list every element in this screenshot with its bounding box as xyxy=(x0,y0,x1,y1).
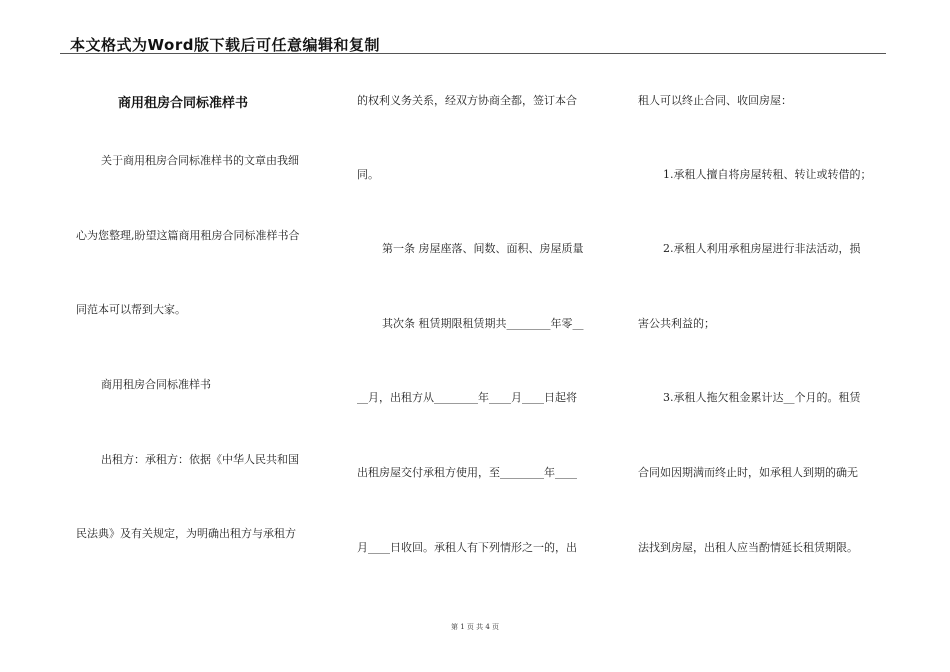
column-3-line: 租人可以终止合同、收回房屋： xyxy=(638,94,792,107)
column-3-line: 2.承租人利用承租房屋进行非法活动，损 xyxy=(663,242,861,255)
document-title: 商用租房合同标准样书 xyxy=(118,96,249,111)
document-header: 本文格式为Word版下载后可任意编辑和复制 xyxy=(70,36,380,54)
column-2-line: 同。 xyxy=(357,168,379,181)
column-3-line: 合同如因期满而终止时，如承租人到期的确无 xyxy=(638,466,858,479)
column-2-line: 其次条 租赁期限租赁期共________年零__ xyxy=(382,317,584,330)
column-2-line: __月，出租方从________年____月____日起将 xyxy=(357,391,577,404)
column-3-line: 3.承租人拖欠租金累计达__个月的。租赁 xyxy=(663,391,861,404)
column-3-line: 法找到房屋，出租人应当酌情延长租赁期限。 xyxy=(638,541,858,554)
column-1-line: 心为您整理,盼望这篇商用租房合同标准样书合 xyxy=(76,229,300,242)
column-3-line: 害公共利益的； xyxy=(638,317,715,330)
column-1-line: 民法典》及有关规定，为明确出租方与承租方 xyxy=(76,527,296,540)
column-1-line: 关于商用租房合同标准样书的文章由我细 xyxy=(101,154,299,167)
column-1-line: 商用租房合同标准样书 xyxy=(101,378,211,391)
column-2-line: 出租房屋交付承租方使用，至________年____ xyxy=(357,466,577,479)
column-3-line: 1.承租人擅自将房屋转租、转让或转借的； xyxy=(663,168,872,181)
column-1-line: 同范本可以帮到大家。 xyxy=(76,303,186,316)
column-2-line: 月____日收回。承租人有下列情形之一的，出 xyxy=(357,541,577,554)
page-number: 第 1 页 共 4 页 xyxy=(450,623,500,631)
column-2-line: 第一条 房屋座落、间数、面积、房屋质量 xyxy=(382,242,584,255)
header-divider xyxy=(60,53,886,54)
column-2-line: 的权利义务关系，经双方协商全都，签订本合 xyxy=(357,94,577,107)
column-1-line: 出租方：承租方：依据《中华人民共和国 xyxy=(101,453,299,466)
